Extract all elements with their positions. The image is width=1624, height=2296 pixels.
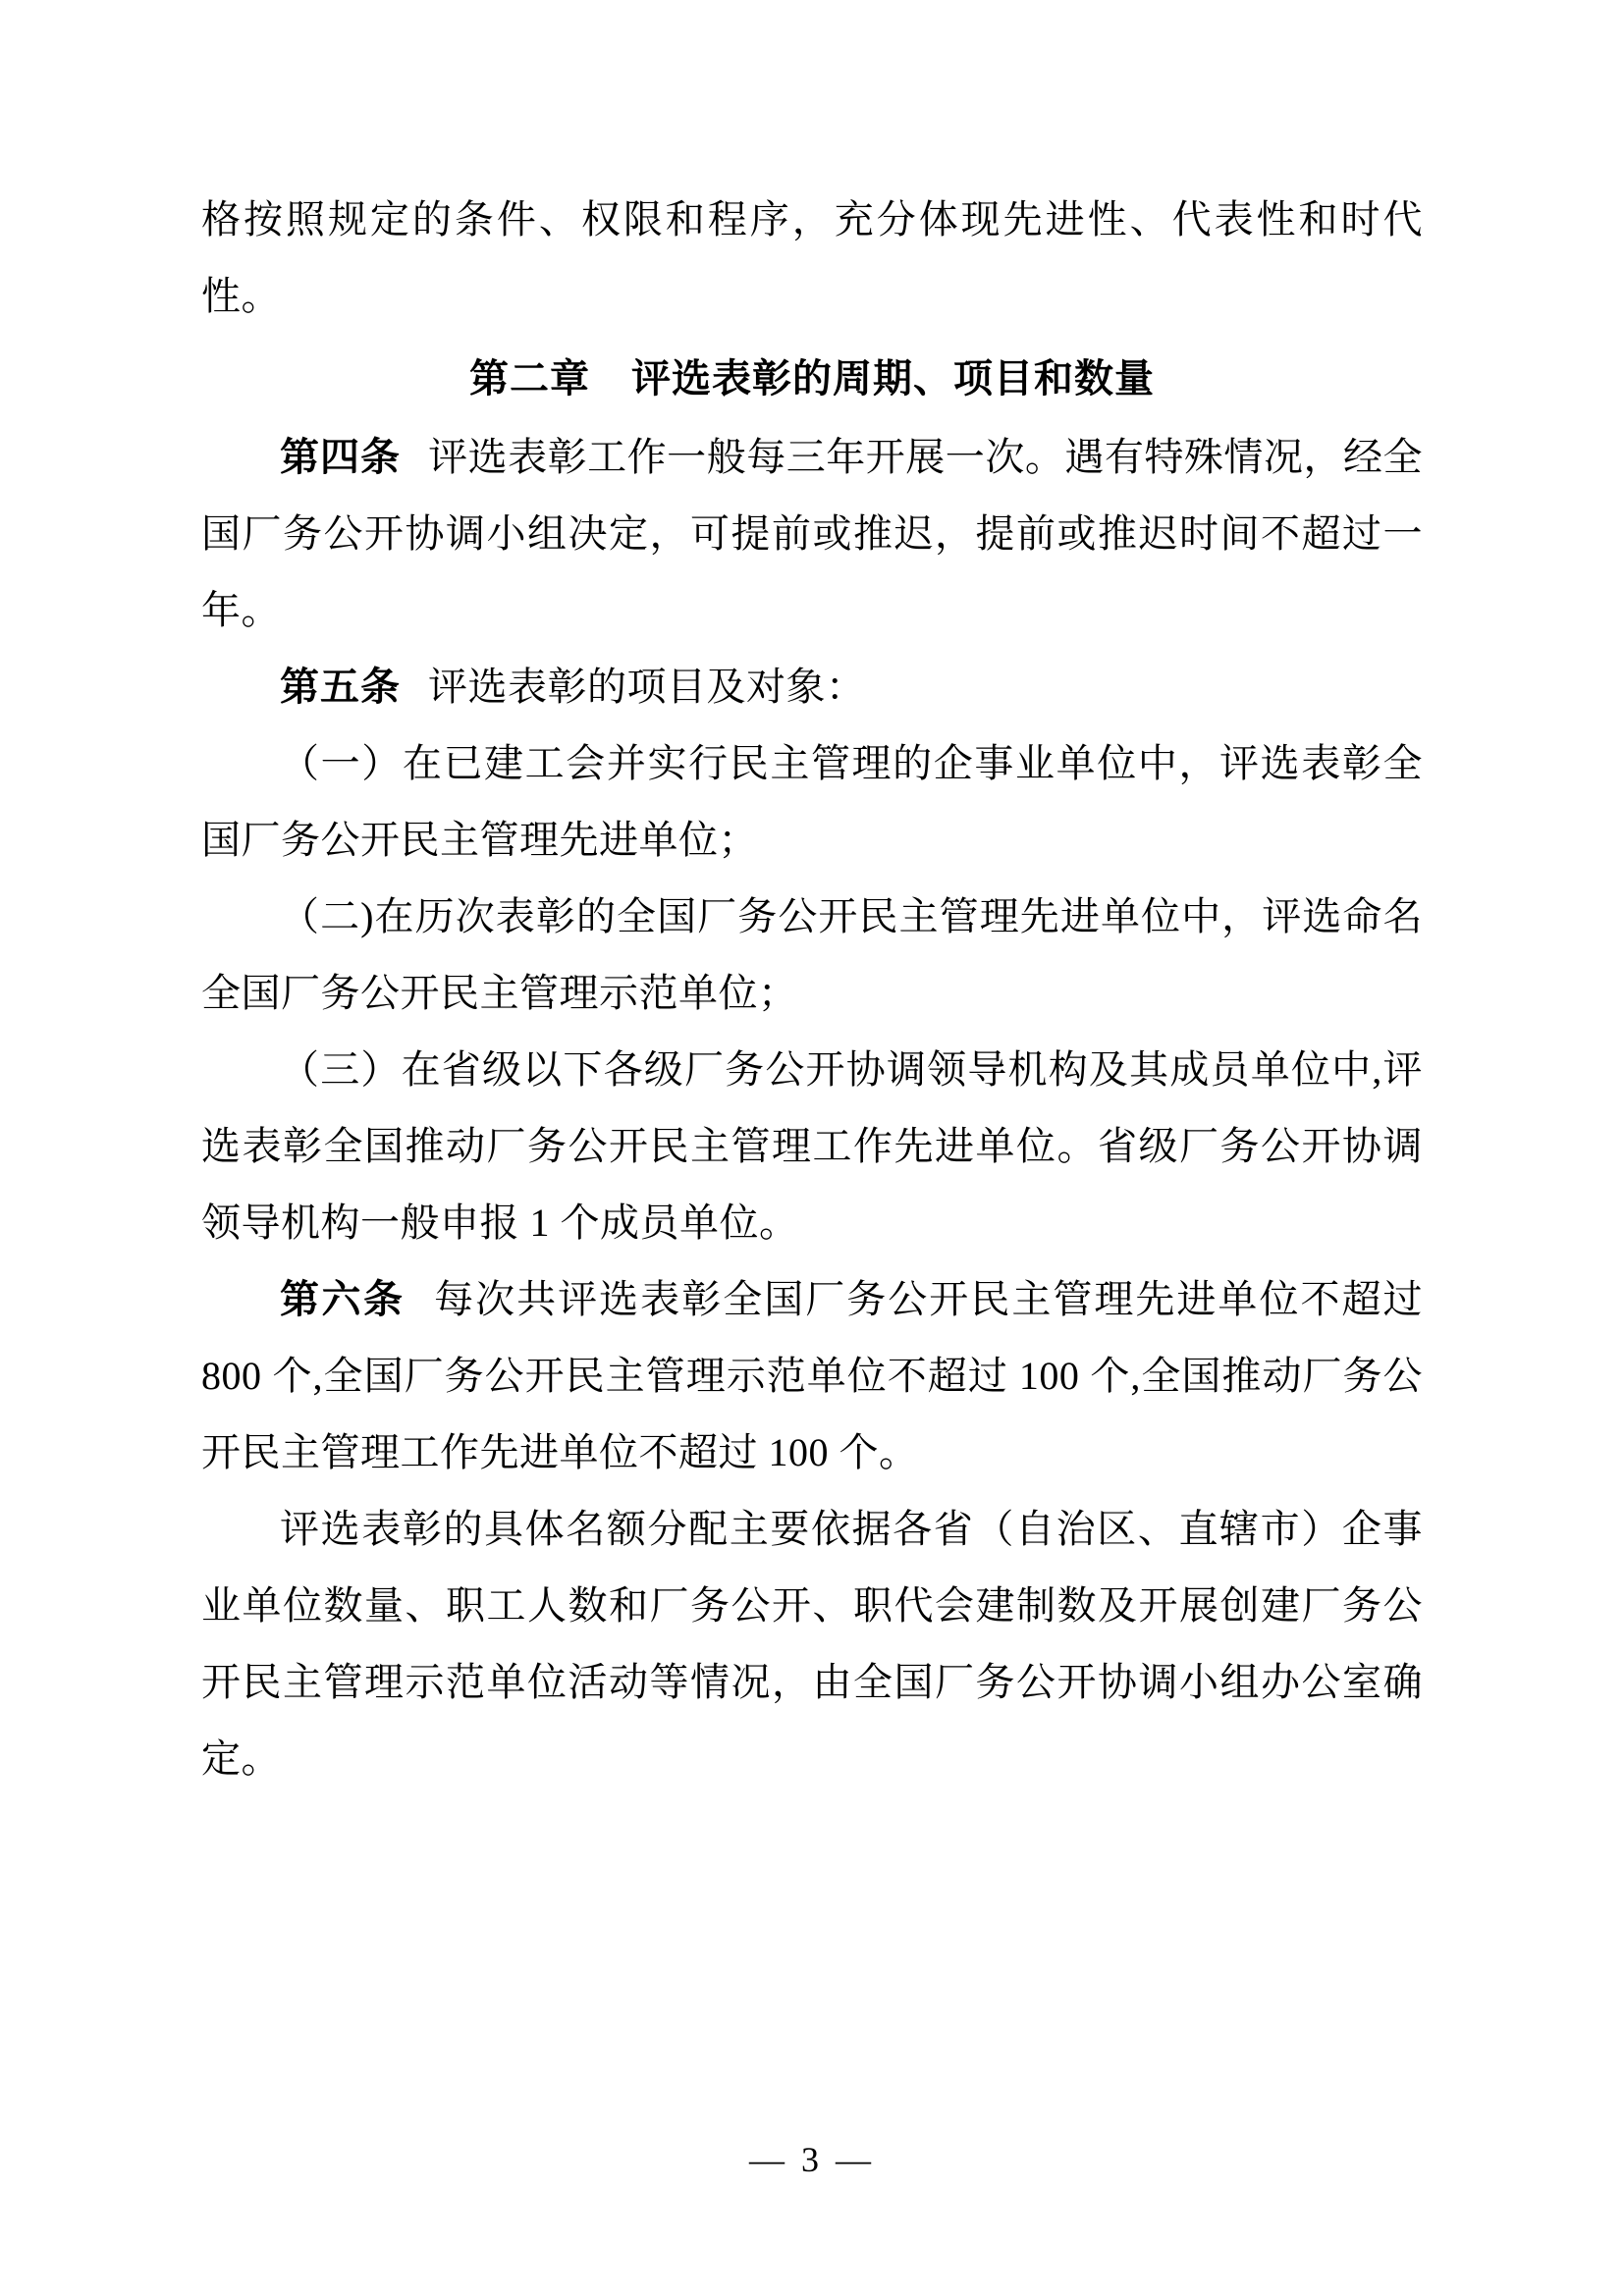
article-4 [201,419,1423,649]
chapter-heading [201,341,1423,417]
article-5-item-2: （二)在历次表彰的全国厂务公开民主管理先进单位中，评选命名全国厂务公开民主管理示范单位； [201,894,1423,1015]
article-4-label: 第四条 [280,435,402,479]
article-5-item-3: （三）在省级以下各级厂务公开协调领导机构及其成员单位中,评选表彰全国推动厂务公开民主管理工作先进单位。省级厂务公开协调领导机构一般申报 1 个成员单位。 [201,1047,1423,1245]
article-6-label: 第六条 [280,1277,406,1321]
chapter-number: 第二章 [469,356,590,400]
article-5-text: 评选表彰的项目及对象： [428,665,866,709]
article-5 [201,649,1423,725]
article-6-text: 每次共评选表彰全国厂务公开民主管理先进单位不超过 800 个,全国厂务公开民主管理示范单位不超过 100 个,全国推动厂务公开民主管理工作先进单位不超过 100 个。 [201,1277,1424,1474]
article-4-text: 评选表彰工作一般每三年开展一次。遇有特殊情况，经全国厂务公开协调小组决定，可提前或推迟，提前或推迟时间不超过一年。 [201,435,1424,632]
document-body [201,182,1423,1797]
article-5-item-1: （一）在已建工会并实行民主管理的企事业单位中，评选表彰全国厂务公开民主管理先进单位； [201,741,1423,862]
article-6 [201,1261,1423,1491]
article-5-label: 第五条 [280,665,401,709]
closing-paragraph: 评选表彰的具体名额分配主要依据各省（自治区、直辖市）企事业单位数量、职工人数和厂务公开、职代会建制数及开展创建厂务公开民主管理示范单位活动等情况，由全国厂务公开协调小组办公室确定。 [201,1507,1423,1781]
paragraph-continued: 格按照规定的条件、权限和程序，充分体现先进性、代表性和时代性。 [201,197,1423,318]
chapter-title-text: 评选表彰的周期、项目和数量 [631,356,1155,400]
page-number: — 3 — [749,2140,875,2179]
